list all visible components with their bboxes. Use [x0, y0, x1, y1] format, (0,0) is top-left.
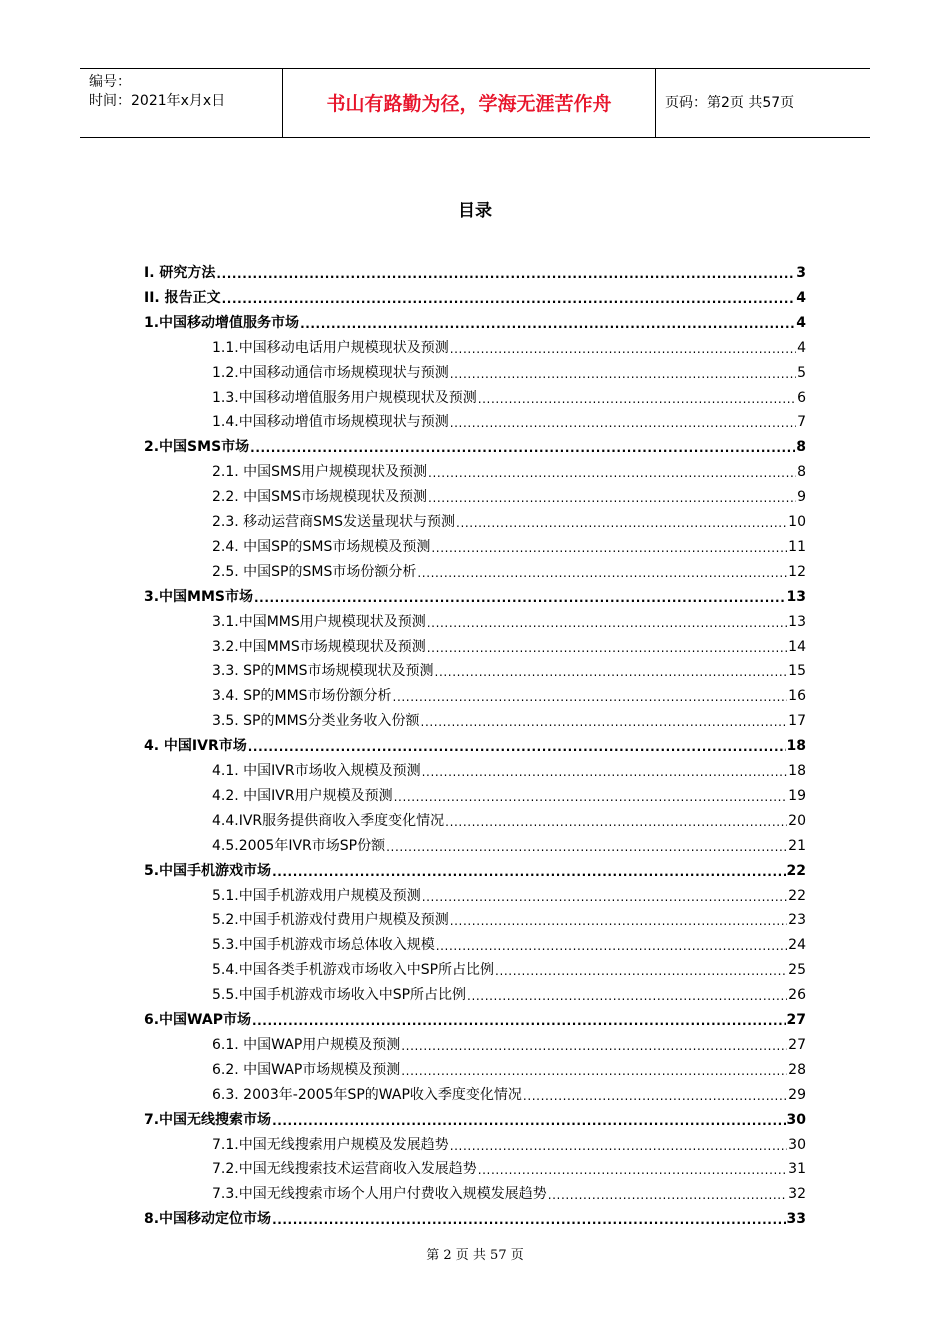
- toc-leader-dots: [427, 615, 787, 631]
- toc-entry[interactable]: [212, 831, 806, 855]
- toc-entry-page: 23: [788, 912, 806, 929]
- toc-entry-title: 3.1.中国MMS用户规模现状及预测: [212, 613, 426, 630]
- toc-entry-page: 6: [797, 389, 806, 406]
- toc-entry[interactable]: [212, 806, 806, 830]
- toc-entry-page: 13: [788, 613, 806, 630]
- toc-entry[interactable]: [144, 1204, 806, 1228]
- toc-entry-title: 2.中国SMS市场: [144, 439, 250, 456]
- toc-entry[interactable]: [144, 1005, 806, 1029]
- toc-entry[interactable]: [212, 358, 806, 382]
- toc-entry-title: 3.4. SP的MMS市场份额分析: [212, 688, 392, 705]
- toc-leader-dots: [450, 1138, 787, 1154]
- toc-entry[interactable]: [212, 1179, 806, 1203]
- toc-entry-title: 1.中国移动增值服务市场: [144, 314, 300, 331]
- toc-entry-page: 25: [788, 962, 806, 979]
- toc-entry-title: 4.4.IVR服务提供商收入季度变化情况: [212, 812, 445, 829]
- toc-leader-dots: [456, 515, 787, 531]
- toc-leader-dots: [445, 814, 787, 830]
- toc-leader-dots: [272, 1113, 785, 1129]
- toc-entry-page: 30: [786, 1111, 806, 1128]
- toc-entry[interactable]: [212, 706, 806, 730]
- toc-entry[interactable]: [212, 1080, 806, 1104]
- toc-entry-title: 5.5.中国手机游戏市场收入中SP所占比例: [212, 987, 467, 1004]
- toc-entry-title: 6.3. 2003年-2005年SP的WAP收入季度变化情况: [212, 1086, 522, 1103]
- toc-leader-dots: [401, 1038, 787, 1054]
- header-motto-cell: [282, 69, 656, 137]
- header-page-cell: [656, 69, 870, 137]
- toc-entry-page: 20: [788, 812, 806, 829]
- toc-leader-dots: [222, 291, 796, 307]
- time-label: 时间：2021年x月x日: [89, 93, 226, 109]
- toc-entry[interactable]: [212, 756, 806, 780]
- toc-entry-page: 21: [788, 837, 806, 854]
- toc-entry-title: 7.3.中国无线搜索市场个人用户付费收入规模发展趋势: [212, 1186, 547, 1203]
- toc-entry[interactable]: [212, 482, 806, 506]
- toc-entry-page: 11: [788, 538, 806, 555]
- toc-entry-page: 3: [796, 265, 806, 281]
- toc-entry-title: 7.1.中国无线搜索用户规模及发展趋势: [212, 1136, 449, 1153]
- toc-entry-title: 5.4.中国各类手机游戏市场收入中SP所占比例: [212, 962, 495, 979]
- toc-entry[interactable]: [212, 407, 806, 431]
- toc-leader-dots: [252, 1013, 786, 1029]
- toc-entry-page: 32: [788, 1186, 806, 1203]
- toc-leader-dots: [401, 1063, 787, 1079]
- toc-entry[interactable]: [212, 457, 806, 481]
- toc-entry[interactable]: [212, 632, 806, 656]
- page-footer: 第 2 页 共 57 页: [426, 1248, 524, 1263]
- toc-entry[interactable]: [212, 383, 806, 407]
- toc-entry[interactable]: [212, 507, 806, 531]
- toc-entry[interactable]: [212, 656, 806, 680]
- toc-leader-dots: [386, 839, 787, 855]
- toc-entry-title: 7.2.中国无线搜索技术运营商收入发展趋势: [212, 1161, 477, 1178]
- toc-entry-page: 24: [788, 937, 806, 954]
- toc-leader-dots: [417, 565, 787, 581]
- toc-entry-title: 6.1. 中国WAP用户规模及预测: [212, 1036, 401, 1053]
- toc-leader-dots: [435, 664, 788, 680]
- toc-entry[interactable]: [144, 582, 806, 606]
- toc-entry[interactable]: [212, 1154, 806, 1178]
- toc-entry-page: 27: [786, 1012, 806, 1028]
- toc-entry[interactable]: [212, 607, 806, 631]
- toc-entry-page: 8: [797, 464, 806, 481]
- toc-entry[interactable]: [144, 731, 806, 755]
- toc-leader-dots: [300, 316, 795, 332]
- toc-entry-title: 4.2. 中国IVR用户规模及预测: [212, 787, 393, 804]
- toc-entry-title: 5.中国手机游戏市场: [144, 862, 272, 879]
- toc-entry[interactable]: [212, 955, 806, 979]
- toc-entry-title: 3.2.中国MMS市场规模现状及预测: [212, 638, 426, 655]
- toc-entry-title: 2.5. 中国SP的SMS市场份额分析: [212, 563, 417, 580]
- toc-entry[interactable]: [144, 258, 806, 282]
- toc-entry-title: 2.1. 中国SMS用户规模现状及预测: [212, 464, 428, 481]
- toc-entry-page: 5: [797, 364, 806, 381]
- toc-leader-dots: [250, 440, 795, 456]
- toc-entry-title: 2.2. 中国SMS市场规模现状及预测: [212, 489, 428, 506]
- toc-entry-title: 4.5.2005年IVR市场SP份额: [212, 837, 386, 854]
- toc-entry[interactable]: [144, 283, 806, 307]
- toc-entry-title: 6.中国WAP市场: [144, 1012, 251, 1028]
- toc-entry-title: 2.4. 中国SP的SMS市场规模及预测: [212, 538, 431, 555]
- toc-entry-page: 8: [796, 439, 806, 456]
- toc-entry-title: 2.3. 移动运营商SMS发送量现状与预测: [212, 514, 456, 530]
- toc-leader-dots: [254, 590, 786, 606]
- toc-entry[interactable]: [212, 681, 806, 705]
- toc-entry-title: 3.中国MMS市场: [144, 588, 254, 605]
- toc-leader-dots: [428, 465, 796, 481]
- toc-entry-page: 14: [788, 638, 806, 655]
- toc-entry-page: 33: [786, 1211, 806, 1228]
- toc-entry[interactable]: [212, 905, 806, 929]
- toc-entry-page: 19: [788, 787, 806, 804]
- toc-leader-dots: [495, 963, 787, 979]
- toc-leader-dots: [393, 689, 788, 705]
- toc-leader-dots: [272, 1212, 785, 1228]
- toc-entry-page: 29: [788, 1086, 806, 1103]
- document-header: [80, 68, 870, 138]
- toc-leader-dots: [478, 1162, 787, 1178]
- toc-entry-title: 7.中国无线搜索市场: [144, 1111, 272, 1128]
- toc-entry-title: 4. 中国IVR市场: [144, 738, 247, 755]
- toc-entry-title: 1.2.中国移动通信市场规模现状与预测: [212, 364, 449, 381]
- motto-text: 书山有路勤为径，学海无涯苦作舟: [326, 93, 612, 115]
- toc-entry-page: 4: [797, 339, 806, 356]
- toc-entry-title: 5.2.中国手机游戏付费用户规模及预测: [212, 912, 449, 929]
- toc-entry-page: 26: [788, 987, 806, 1004]
- toc-entry-title: 1.1.中国移动电话用户规模现状及预测: [212, 339, 449, 356]
- toc-leader-dots: [394, 789, 788, 805]
- toc-entry-page: 12: [788, 563, 806, 580]
- toc-entry-title: 1.4.中国移动增值市场规模现状与预测: [212, 414, 449, 431]
- toc-leader-dots: [450, 366, 796, 382]
- toc-entry-page: 13: [786, 588, 806, 605]
- toc-entry-title: 1.3.中国移动增值服务用户规模现状及预测: [212, 389, 477, 406]
- toc-entry-page: 7: [797, 414, 806, 431]
- toc-entry-title: 4.1. 中国IVR市场收入规模及预测: [212, 763, 421, 779]
- toc-leader-dots: [421, 714, 788, 730]
- toc-entry-page: 30: [788, 1136, 806, 1153]
- toc-entry-page: 9: [797, 489, 806, 506]
- toc-entry-page: 4: [796, 314, 806, 331]
- toc-leader-dots: [450, 341, 796, 357]
- toc-entry[interactable]: [144, 432, 806, 456]
- toc-leader-dots: [248, 739, 786, 755]
- toc-leader-dots: [450, 913, 787, 929]
- toc-entry-title: II. 报告正文: [144, 289, 221, 306]
- toc-entry-page: 22: [786, 862, 806, 879]
- toc-leader-dots: [450, 415, 796, 431]
- toc-entry-page: 16: [788, 688, 806, 705]
- toc-entry[interactable]: [212, 333, 806, 357]
- toc-entry-page: 31: [788, 1161, 806, 1178]
- toc-entry[interactable]: [212, 980, 806, 1004]
- toc-leader-dots: [216, 266, 795, 282]
- toc-entry[interactable]: [212, 930, 806, 954]
- toc-entry-title: 5.3.中国手机游戏市场总体收入规模: [212, 937, 435, 954]
- toc-entry[interactable]: [212, 1130, 806, 1154]
- toc-entry-title: 3.3. SP的MMS市场规模现状及预测: [212, 663, 434, 680]
- page-info: 页码：第2页 共57页: [665, 95, 795, 111]
- toc-entry[interactable]: [144, 308, 806, 332]
- toc-entry[interactable]: [212, 557, 806, 581]
- toc-entry-title: 8.中国移动定位市场: [144, 1211, 272, 1228]
- page-title: 目录: [458, 201, 492, 221]
- toc-entry-title: I. 研究方法: [144, 265, 216, 281]
- toc-entry[interactable]: [212, 781, 806, 805]
- toc-entry-page: 22: [788, 887, 806, 904]
- toc-entry[interactable]: [212, 532, 806, 556]
- toc-entry[interactable]: [144, 1105, 806, 1129]
- toc-leader-dots: [427, 640, 787, 656]
- toc-leader-dots: [523, 1088, 787, 1104]
- toc-leader-dots: [428, 490, 796, 506]
- code-label: 编号：: [89, 74, 131, 90]
- toc-entry[interactable]: [212, 1055, 806, 1079]
- toc-entry-page: 27: [788, 1036, 806, 1053]
- toc-entry-title: 6.2. 中国WAP市场规模及预测: [212, 1061, 401, 1078]
- header-info-cell: [80, 69, 282, 137]
- toc-leader-dots: [548, 1187, 787, 1203]
- toc-leader-dots: [431, 540, 787, 556]
- toc-leader-dots: [422, 764, 788, 780]
- toc-entry-page: 17: [788, 713, 806, 730]
- toc-entry-page: 18: [788, 763, 806, 779]
- toc-leader-dots: [422, 889, 787, 905]
- toc-leader-dots: [272, 864, 785, 880]
- toc-entry-page: 15: [788, 663, 806, 680]
- toc-leader-dots: [436, 938, 787, 954]
- toc-entry-title: 3.5. SP的MMS分类业务收入份额: [212, 713, 420, 730]
- toc-entry[interactable]: [212, 881, 806, 905]
- toc-entry-page: 4: [796, 289, 806, 306]
- toc-entry-page: 28: [788, 1061, 806, 1078]
- toc-entry-title: 5.1.中国手机游戏用户规模及预测: [212, 887, 421, 904]
- toc-entry[interactable]: [144, 856, 806, 880]
- toc-leader-dots: [478, 391, 796, 407]
- toc-entry-page: 18: [786, 738, 806, 755]
- toc-entry-page: 10: [788, 514, 806, 530]
- toc-leader-dots: [467, 988, 787, 1004]
- toc-entry[interactable]: [212, 1030, 806, 1054]
